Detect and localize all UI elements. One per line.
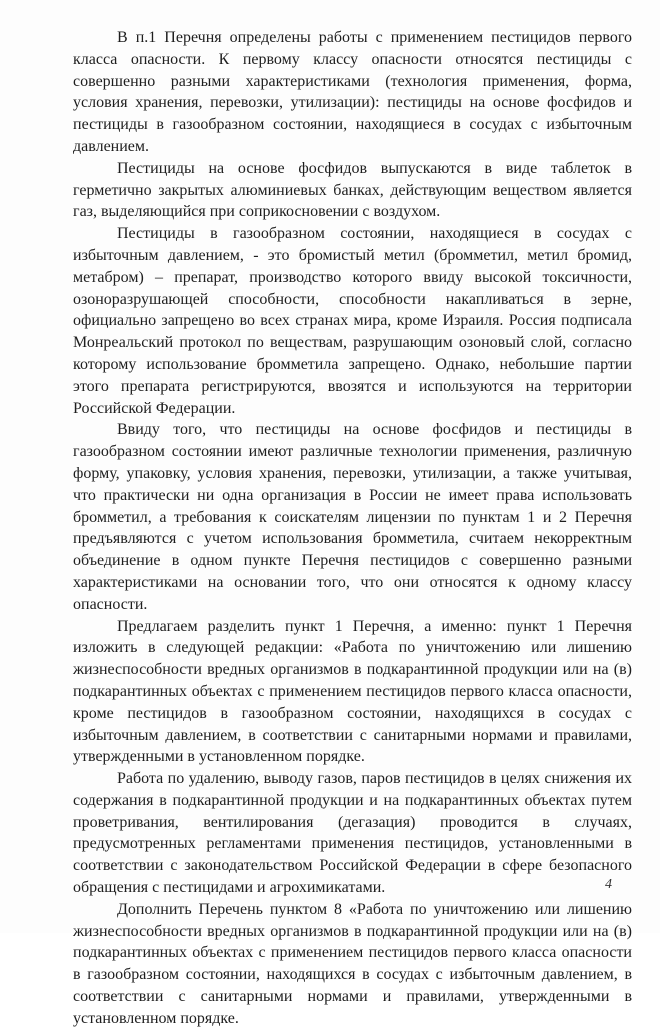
paragraph-1: В п.1 Перечня определены работы с применением пестицидов первого класса опасности. К первому классу опасности относятся пестициды с совершенно разными характеристиками (технология применения, форма, условия хранения, перевозки, утилизации): пестициды на основе фосфидов и пестициды в газообразном состоянии, находящиеся в сосудах с избыточным давлением. xyxy=(73,29,632,155)
paragraph-6: Работа по удалению, выводу газов, паров пестицидов в целях снижения их содержания в подкарантинной продукции и на подкарантинных объектах путем проветривания, вентилирования (дегазация) проводится в случаях, предусмотренных регламентами применения пестицидов, установленными в соответствии с законодательством Российской Федерации в сфере безопасного обращения с пестицидами и агрохимикатами. xyxy=(73,770,632,897)
paragraph-5: Предлагаем разделить пункт 1 Перечня, а именно: пункт 1 Перечня изложить в следующей редакции: «Работа по уничтожению или лишению жизнеспособности вредных организмов в подкарантинной продукции или на (в) подкарантинных объектах с применением пестицидов первого класса опасности, кроме пестицидов в газообразном состоянии, находящихся в сосудах с избыточным давлением, в соответствии с санитарными нормами и правилами, утвержденными в установленном порядке. xyxy=(73,617,632,766)
page-number: 4 xyxy=(605,877,612,892)
paragraph-3: Пестициды в газообразном состоянии, находящиеся в сосудах с избыточным давлением, - это бромистый метил (бромметил, метил бромид, метабром) – препарат, производство которого ввиду высокой токсичности, озоноразрушающей способности, способности накапливаться в зерне, официально запрещено во всех странах мира, кроме Израиля. Россия подписала Монреальский протокол по веществам, разрушающим озоновый слой, согласно которому использование бромметила запрещено. Однако, небольшие партии этого препарата регистрируются, ввозятся и используются на территории Российской Федерации. xyxy=(73,225,632,417)
paragraph-2: Пестициды на основе фосфидов выпускаются в виде таблеток в герметично закрытых алюминиевых банках, действующим веществом является газ, выделяющийся при соприкосновении с воздухом. xyxy=(73,159,632,221)
paragraph-4: Ввиду того, что пестициды на основе фосфидов и пестициды в газообразном состоянии имеют различные технологии применения, различную форму, упаковку, условия хранения, перевозки, утилизации, а также учитывая, что практически ни одна организация в России не имеет права использовать бромметил, а требования к соискателям лицензии по пунктам 1 и 2 Перечня предъявляются с учетом использования бромметила, считаем некорректным объединение в одном пункте Перечня пестицидов с совершенно разными характеристиками на основании того, что они относятся к одному классу опасности. xyxy=(73,421,632,613)
paragraph-7: Дополнить Перечень пунктом 8 «Работа по уничтожению или лишению жизнеспособности вредных организмов в подкарантинной продукции или на (в) подкарантинных объектах с применением пестицидов первого класса опасности в газообразном состоянии, находящихся в сосудах с избыточным давлением, в соответствии с санитарными нормами и правилами, утвержденными в установленном порядке. xyxy=(73,900,632,1027)
